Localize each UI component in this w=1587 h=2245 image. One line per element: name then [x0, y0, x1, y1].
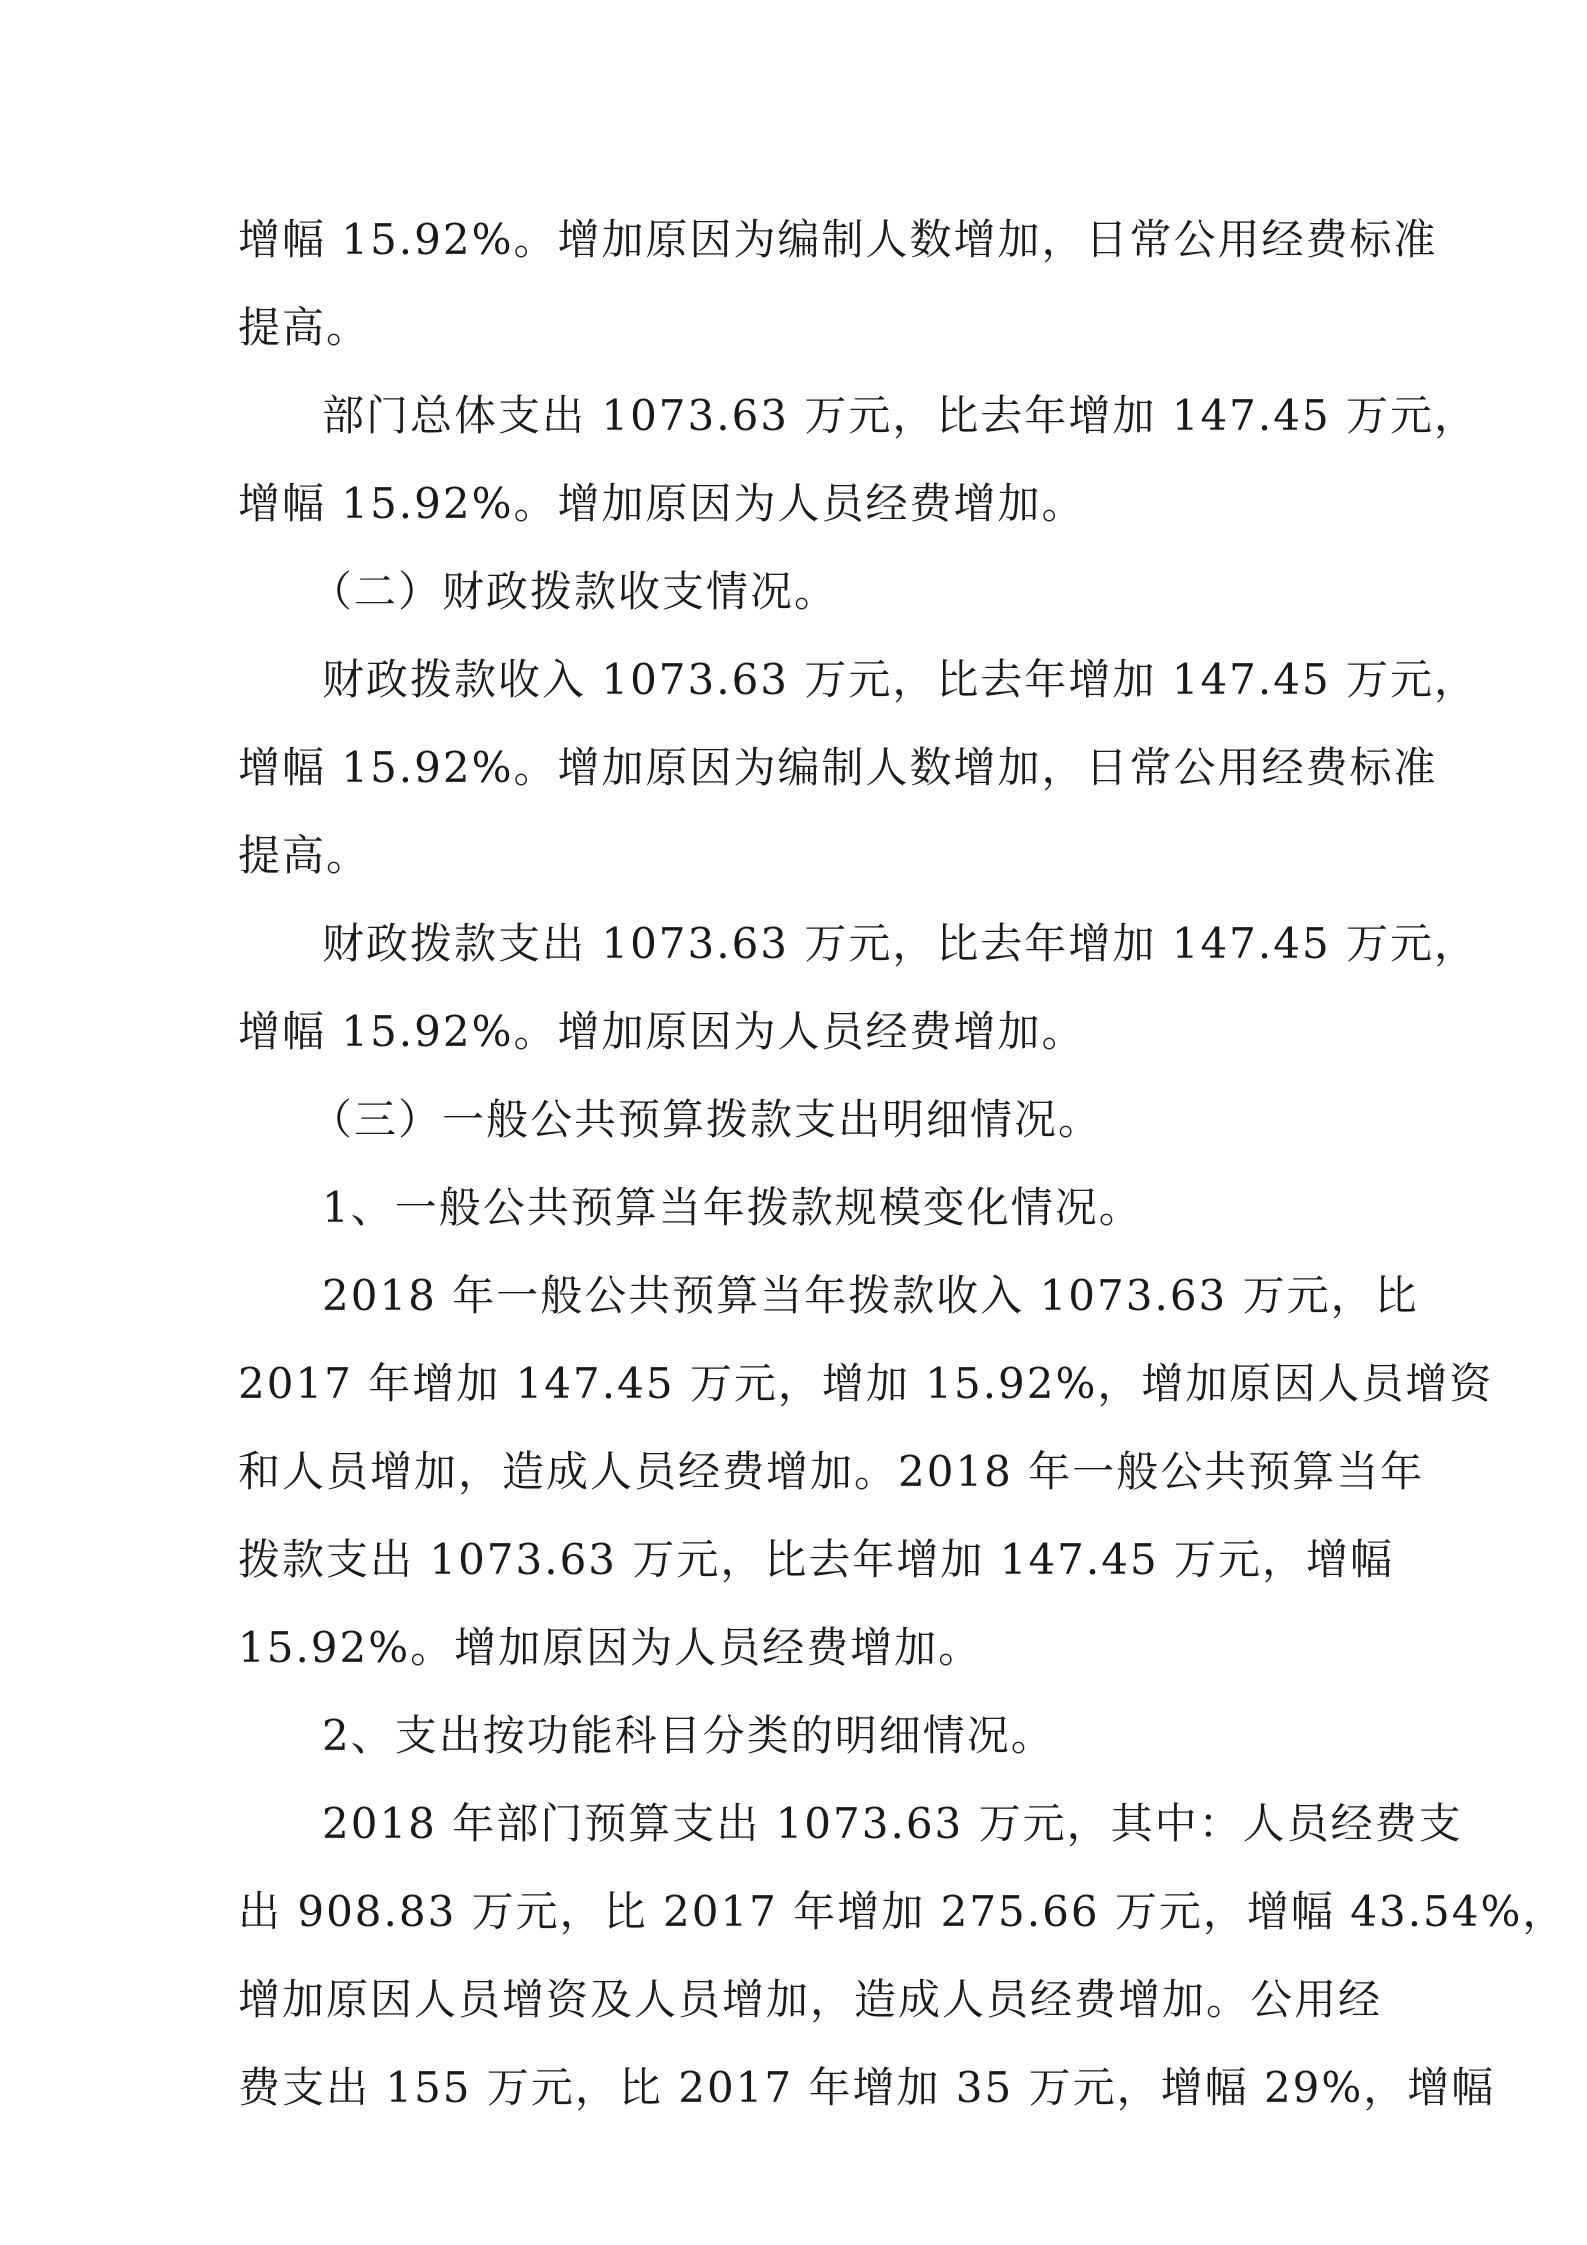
section-heading: （三）一般公共预算拨款支出明细情况。	[310, 1095, 1103, 1144]
subsection-heading: 2、支出按功能科目分类的明细情况。	[322, 1711, 1055, 1760]
text-line: 2017 年增加 147.45 万元，增加 15.92%，增加原因人员增资	[238, 1359, 1494, 1408]
text-line: 增幅 15.92%。增加原因为编制人数增加，日常公用经费标准	[238, 215, 1438, 264]
text-line: 增加原因人员增资及人员增加，造成人员经费增加。公用经	[238, 1975, 1383, 2024]
text-line: 2018 年部门预算支出 1073.63 万元，其中：人员经费支	[322, 1799, 1463, 1848]
text-line: 提高。	[238, 831, 371, 880]
subsection-heading: 1、一般公共预算当年拨款规模变化情况。	[322, 1183, 1143, 1232]
section-heading: （二）财政拨款收支情况。	[310, 567, 839, 616]
text-line: 提高。	[238, 303, 371, 352]
text-line: 2018 年一般公共预算当年拨款收入 1073.63 万元，比	[322, 1271, 1419, 1320]
text-line: 费支出 155 万元，比 2017 年增加 35 万元，增幅 29%，增幅	[238, 2063, 1496, 2112]
text-line: 增幅 15.92%。增加原因为人员经费增加。	[238, 1007, 1086, 1056]
text-line: 和人员增加，造成人员经费增加。2018 年一般公共预算当年	[238, 1447, 1425, 1496]
text-line: 部门总体支出 1073.63 万元，比去年增加 147.45 万元，	[322, 391, 1479, 440]
text-line: 财政拨款支出 1073.63 万元，比去年增加 147.45 万元，	[322, 919, 1479, 968]
text-line: 出 908.83 万元，比 2017 年增加 275.66 万元，增幅 43.54%，	[238, 1887, 1567, 1936]
text-line: 财政拨款收入 1073.63 万元，比去年增加 147.45 万元，	[322, 655, 1479, 704]
text-line: 增幅 15.92%。增加原因为编制人数增加，日常公用经费标准	[238, 743, 1438, 792]
text-line: 拨款支出 1073.63 万元，比去年增加 147.45 万元，增幅	[238, 1535, 1395, 1584]
body-text	[238, 196, 1567, 2132]
text-line: 增幅 15.92%。增加原因为人员经费增加。	[238, 479, 1086, 528]
text-line: 15.92%。增加原因为人员经费增加。	[238, 1623, 983, 1672]
